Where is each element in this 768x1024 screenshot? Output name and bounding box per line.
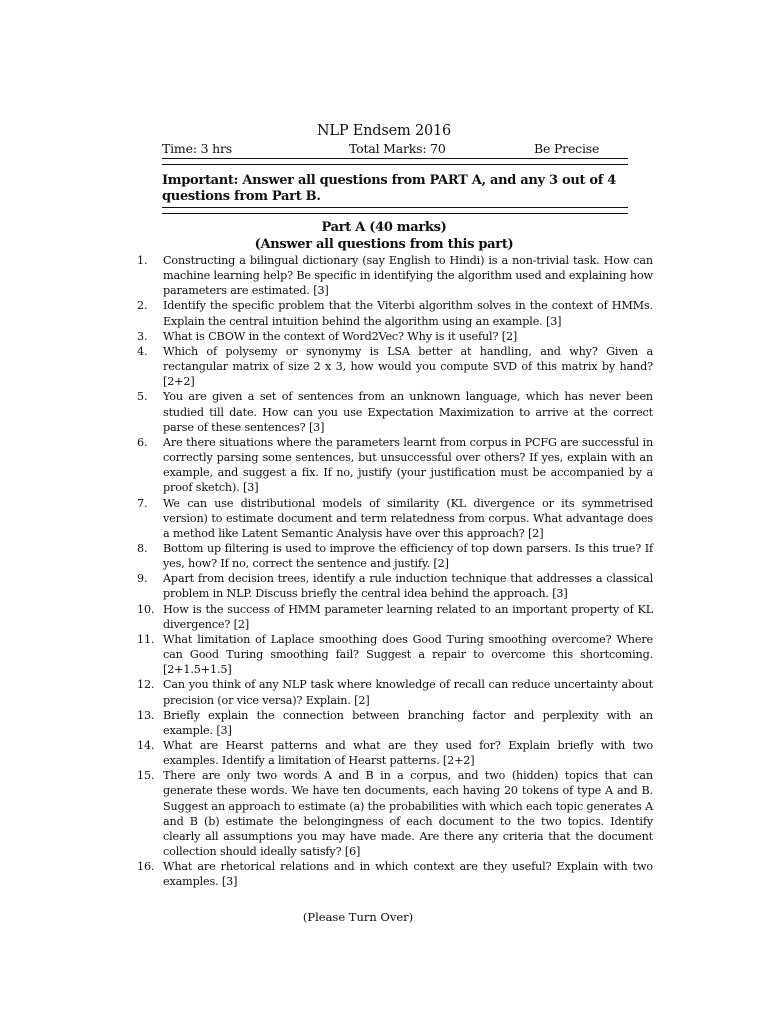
question-item — [137, 768, 653, 859]
question-list — [137, 253, 653, 890]
question-text: We can use distributional models of similarity (KL divergence or its symmetrised version) to estimate document and term relatedness from corpus. What advantage does a method like Latent Semantic Analysis have over this approach? [2] — [163, 496, 653, 540]
double-rule-divider — [162, 158, 628, 165]
question-item — [137, 571, 653, 601]
question-item — [137, 541, 653, 571]
question-item — [137, 708, 653, 738]
question-item — [137, 677, 653, 707]
question-text: Constructing a bilingual dictionary (say English to Hindi) is a non-trivial task. How can machine learning help? Be specific in identifying the algorithm used and explaining how parameters are estimated. [3] — [163, 254, 653, 298]
question-number: 15. — [137, 769, 155, 783]
question-number: 12. — [137, 678, 155, 692]
exam-total-marks: Total Marks: 70 — [349, 141, 446, 156]
exam-title: NLP Endsem 2016 — [316, 123, 452, 139]
question-number: 14. — [137, 739, 155, 752]
question-item — [137, 602, 653, 632]
question-item — [137, 253, 653, 298]
question-number: 1. — [137, 254, 148, 267]
question-number: 16. — [137, 860, 155, 874]
question-text: Identify the specific problem that the Viterbi algorithm solves in the context of HMMs. Explain the central intuition behind the algorithm using an example. [3] — [163, 299, 653, 328]
question-text: Are there situations where the parameters learnt from corpus in PCFG are successful in correctly parsing some sentences, but unsuccessful over others? If yes, explain with an example, and suggest a fix. If no, justify (your justification must be accompanied by a proof sketch). [3] — [163, 435, 653, 495]
question-item — [137, 632, 653, 677]
question-text: Which of polysemy or synonymy is LSA better at handling, and why? Given a rectangular matrix of size 2 x 3, how would you compute SVD of this matrix by hand? [2+2] — [163, 344, 653, 389]
question-number: 13. — [137, 708, 155, 722]
question-item — [137, 389, 653, 434]
part-a-heading: Part A (40 marks) — [321, 220, 447, 235]
question-text: Briefly explain the connection between branching factor and perplexity with an example. [3] — [163, 708, 653, 737]
question-text: You are given a set of sentences from an unknown language, which has never been studied till date. How can you use Expectation Maximization to arrive at the correct parse of these sentences? [3] — [163, 390, 653, 434]
question-item — [137, 859, 653, 889]
question-number: 8. — [137, 541, 148, 555]
question-item — [137, 496, 653, 541]
question-number: 7. — [137, 496, 148, 510]
question-number: 3. — [137, 329, 148, 343]
question-text: What is CBOW in the context of Word2Vec? Why is it useful? [2] — [163, 329, 518, 343]
question-item — [137, 344, 653, 389]
part-a-subheading: (Answer all questions from this part) — [254, 237, 514, 252]
question-item — [137, 738, 653, 768]
question-item — [137, 298, 653, 328]
question-text: What limitation of Laplace smoothing does Good Turing smoothing overcome? Where can Good Turing smoothing fail? Suggest a repair to overcome this shortcoming. [2+1.5+1.5] — [163, 632, 653, 677]
question-text: Bottom up filtering is used to improve the efficiency of top down parsers. Is this true? If yes, how? If no, correct the sentence and justify. [2] — [163, 541, 653, 571]
important-instructions: Important: Answer all questions from PART A, and any 3 out of 4 questions from Part B. — [162, 173, 617, 204]
question-number: 10. — [137, 602, 155, 616]
question-text: How is the success of HMM parameter learning related to an important property of KL divergence? [2] — [163, 602, 653, 631]
question-text: What are Hearst patterns and what are they used for? Explain briefly with two examples. Identify a limitation of Hearst patterns. [2+2] — [163, 739, 653, 768]
question-number: 4. — [137, 344, 148, 358]
double-rule-divider — [162, 207, 628, 214]
exam-note: Be Precise — [534, 141, 600, 156]
question-number: 6. — [137, 435, 148, 449]
exam-time: Time: 3 hrs — [162, 141, 232, 156]
question-number: 2. — [137, 299, 148, 313]
question-number: 9. — [137, 572, 148, 586]
question-text: Apart from decision trees, identify a rule induction technique that addresses a classical problem in NLP. Discuss briefly the central idea behind the approach. [3] — [163, 572, 653, 601]
question-text: Can you think of any NLP task where knowledge of recall can reduce uncertainty about precision (or vice versa)? Explain. [2] — [163, 678, 653, 707]
question-item — [137, 435, 653, 496]
question-text: What are rhetorical relations and in which context are they useful? Explain with two examples. [3] — [163, 860, 653, 889]
question-item — [137, 329, 653, 344]
page-footer: (Please Turn Over) — [302, 910, 414, 924]
question-text: There are only two words A and B in a corpus, and two (hidden) topics that can generate these words. We have ten documents, each having 20 tokens of type A and B. Suggest an approach to estimate (a) the probabilities with which each topic generates A and B (b) estimate the belongingness of each document to the two topics. Identify clearly all assumptions you may have made. Are there any criteria that the document collection should ideally satisfy? [6] — [163, 769, 653, 859]
question-number: 11. — [137, 632, 155, 646]
question-number: 5. — [137, 390, 148, 404]
